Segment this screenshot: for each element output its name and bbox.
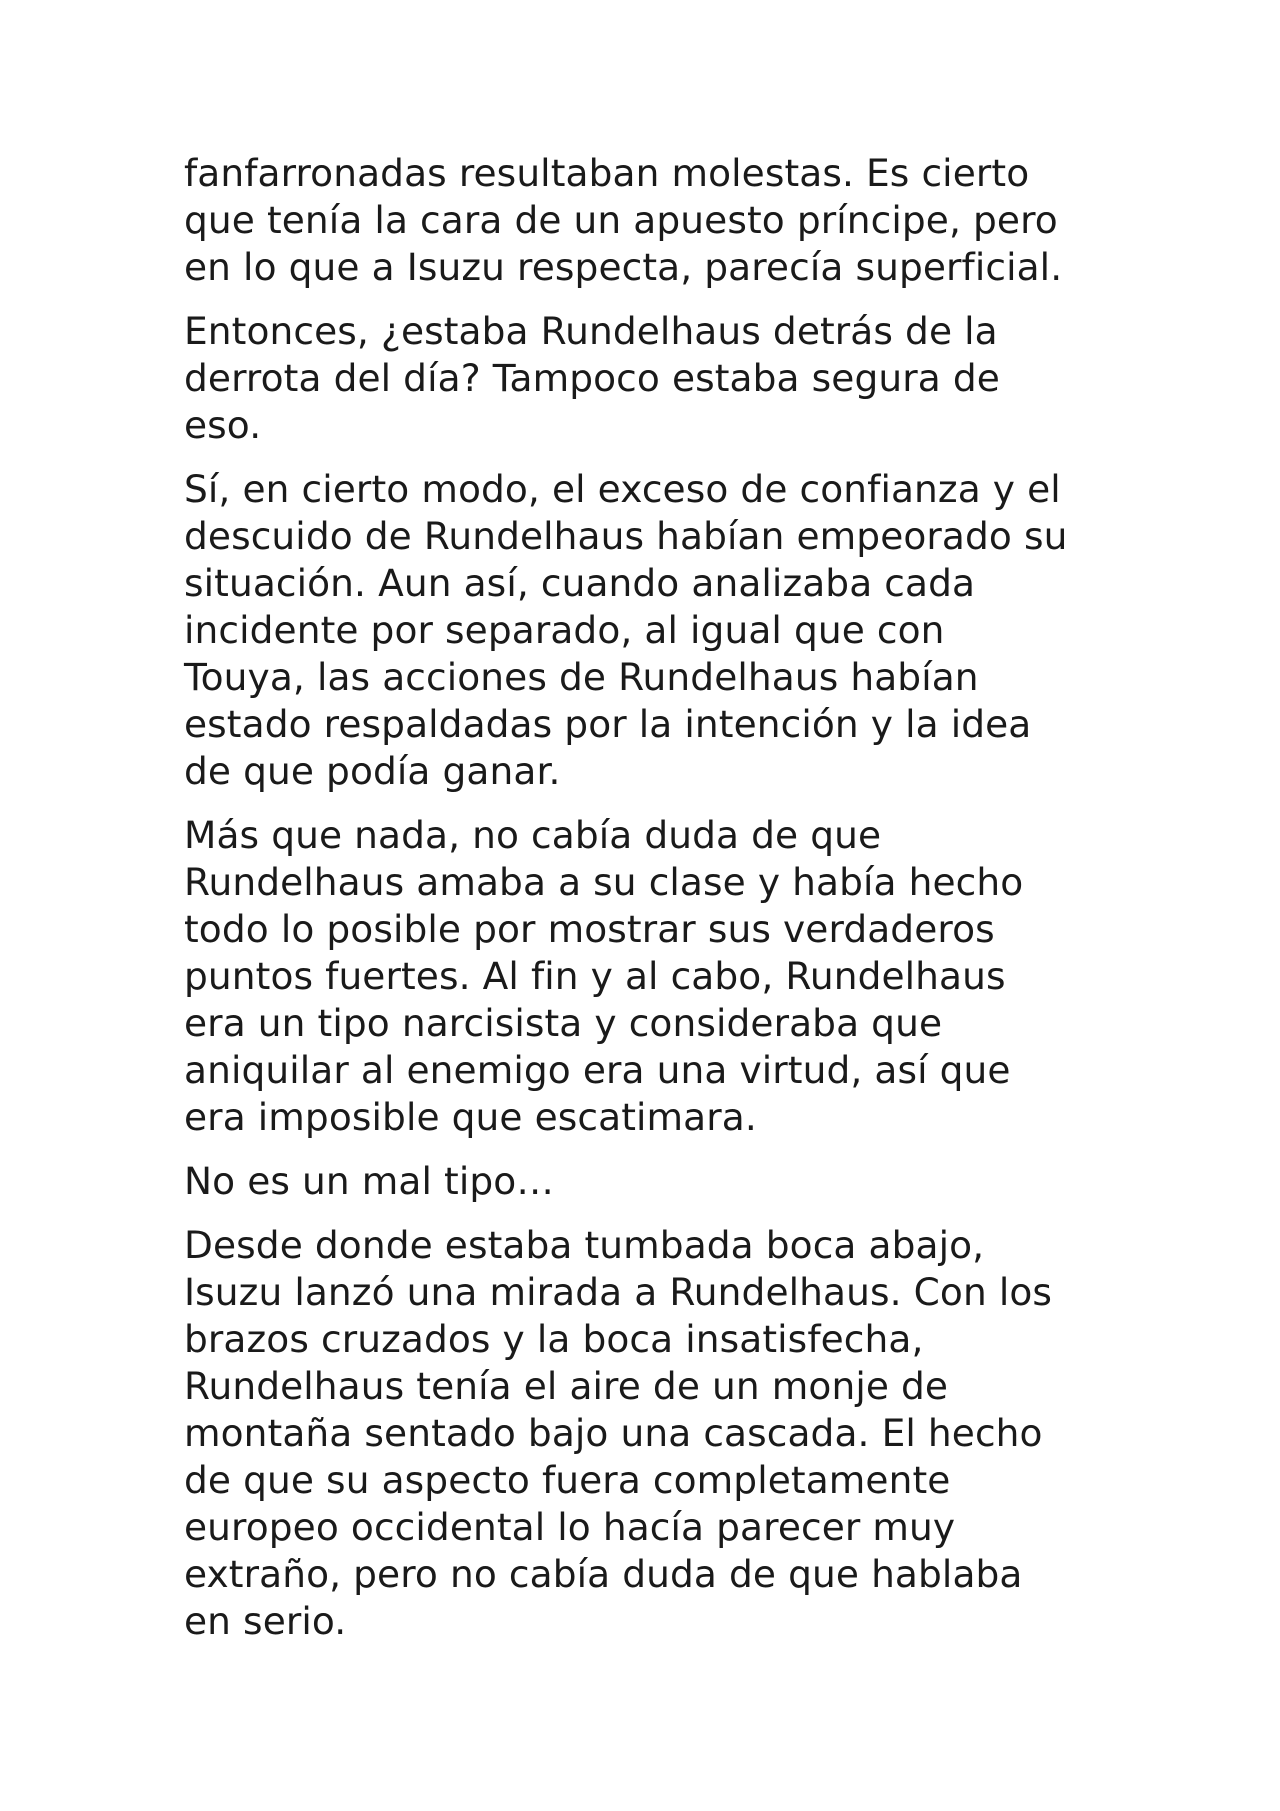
text-line: Isuzu lanzó una mirada a Rundelhaus. Con los xyxy=(184,1270,1053,1314)
text-line: aniquilar al enemigo era una virtud, así que xyxy=(184,1048,1011,1092)
text-line: brazos cruzados y la boca insatisfecha, xyxy=(184,1317,924,1361)
text-line: de que su aspecto fuera completamente xyxy=(184,1458,951,1502)
paragraph-6 xyxy=(184,1222,1114,1645)
text-line: era imposible que escatimara. xyxy=(184,1095,757,1139)
text-line: incidente por separado, al igual que con xyxy=(184,608,945,652)
paragraph-2 xyxy=(184,308,1114,449)
paragraph-4 xyxy=(184,812,1114,1141)
text-line: situación. Aun así, cuando analizaba cada xyxy=(184,561,976,605)
text-line: eso. xyxy=(184,403,262,447)
text-line: en lo que a Isuzu respecta, parecía superficial. xyxy=(184,245,1063,289)
paragraph-1 xyxy=(184,150,1114,291)
text-line: Desde donde estaba tumbada boca abajo, xyxy=(184,1223,985,1267)
text-line: en serio. xyxy=(184,1599,347,1643)
text-line: extraño, pero no cabía duda de que hablaba xyxy=(184,1552,1023,1596)
text-line: Entonces, ¿estaba Rundelhaus detrás de la xyxy=(184,309,998,353)
text-line: No es un mal tipo… xyxy=(184,1159,554,1203)
text-line: europeo occidental lo hacía parecer muy xyxy=(184,1505,956,1549)
text-line: montaña sentado bajo una cascada. El hecho xyxy=(184,1411,1043,1455)
text-line: Más que nada, no cabía duda de que xyxy=(184,813,882,857)
text-line: Sí, en cierto modo, el exceso de confianza y el xyxy=(184,467,1061,511)
text-line: Touya, las acciones de Rundelhaus habían xyxy=(184,655,979,699)
text-line: de que podía ganar. xyxy=(184,749,561,793)
page-text xyxy=(184,150,1114,1662)
text-line: descuido de Rundelhaus habían empeorado su xyxy=(184,514,1068,558)
text-line: todo lo posible por mostrar sus verdaderos xyxy=(184,907,995,951)
paragraph-3 xyxy=(184,466,1114,795)
text-line: Rundelhaus tenía el aire de un monje de xyxy=(184,1364,949,1408)
paragraph-5 xyxy=(184,1158,1114,1205)
text-line: estado respaldadas por la intención y la idea xyxy=(184,702,1032,746)
text-line: derrota del día? Tampoco estaba segura de xyxy=(184,356,1000,400)
text-line: fanfarronadas resultaban molestas. Es cierto xyxy=(184,151,1030,195)
text-line: puntos fuertes. Al fin y al cabo, Rundelhaus xyxy=(184,954,1006,998)
text-line: Rundelhaus amaba a su clase y había hecho xyxy=(184,860,1024,904)
text-line: era un tipo narcisista y consideraba que xyxy=(184,1001,943,1045)
text-line: que tenía la cara de un apuesto príncipe, pero xyxy=(184,198,1058,242)
